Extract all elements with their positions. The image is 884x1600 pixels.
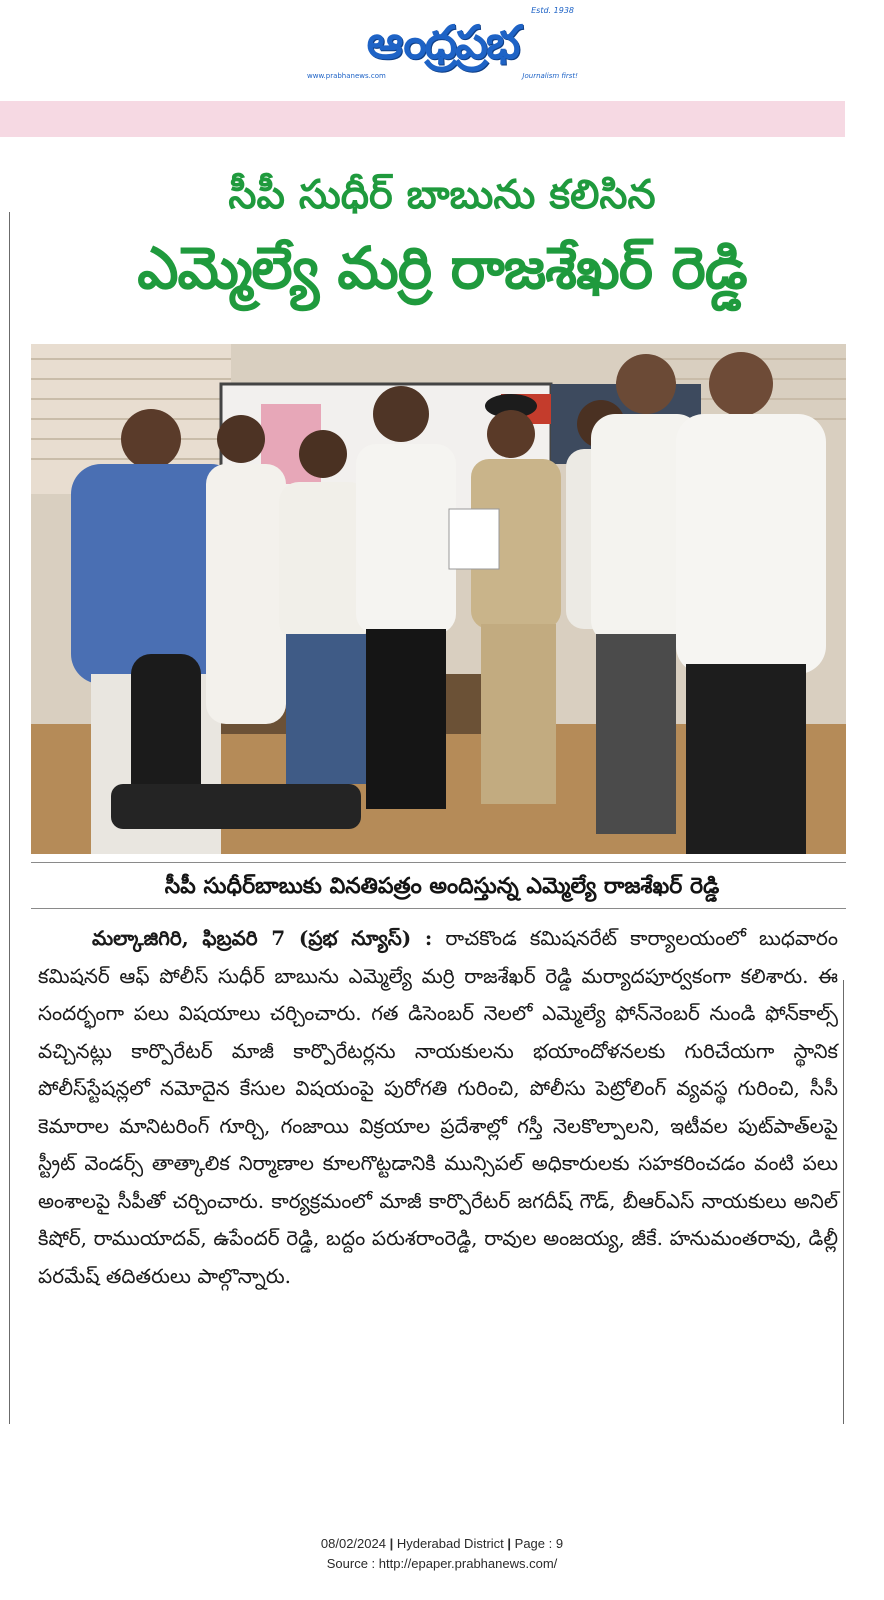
masthead bbox=[0, 0, 884, 100]
header-band bbox=[0, 101, 845, 137]
column-rule-right bbox=[843, 980, 844, 1424]
page-footer bbox=[0, 1534, 884, 1574]
footer-date: 08/02/2024 bbox=[320, 1536, 386, 1551]
caption-rule-bottom bbox=[31, 908, 846, 909]
column-rule-left bbox=[9, 212, 10, 1424]
headline-line-1: సీపీ సుధీర్ బాబును కలిసిన bbox=[228, 172, 656, 218]
newspaper-logo bbox=[305, 6, 580, 84]
caption-rule-top bbox=[31, 862, 846, 863]
logo-tagline: Journalism first! bbox=[522, 72, 578, 80]
logo-wordmark: ఆంధ్రప్రభ bbox=[366, 15, 519, 69]
footer-source: Source : http://epaper.prabhanews.com/ bbox=[326, 1556, 558, 1571]
logo-website: www.prabhanews.com bbox=[307, 72, 386, 80]
article-body bbox=[38, 920, 838, 1295]
footer-meta-line: 08/02/2024 | Hyderabad District | Page : 9 bbox=[320, 1536, 564, 1551]
photo-caption: సీపీ సుధీర్‌బాబుకు వినతిపత్రం అందిస్తున్న ఎమ్మెల్యే రాజశేఖర్ రెడ్డి bbox=[164, 874, 720, 899]
article-body-text: రాచకొండ కమిషనరేట్ కార్యాలయంలో బుధవారం కమిషనర్ ఆఫ్ పోలీస్ సుధీర్ బాబును ఎమ్మెల్యే మర్రి రాజశేఖర్ రెడ్డి మర్యాదపూర్వకంగా కలిశారు. ఈ సందర్భంగా పలు విషయాలు చర్చించారు. గత డిసెంబర్ నెలలో ఎమ్మెల్యే ఫోన్‌నెంబర్ నుండి ఫోన్‌కాల్స్ వచ్చినట్లు కార్పొరేటర్ మాజీ కార్పొరేటర్లను నాయకులను భయాందోళనలకు గురిచేయగా స్థానిక పోలీస్‌స్టేషన్లలో నమోదైన కేసుల విషయంపై పురోగతి గురించి, పోలీసు పెట్రోలింగ్ వ్యవస్థ గురించి, సీసీ కెమారాల మానిటరింగ్ గూర్చి, గంజాయి విక్రయాల ప్రదేశాల్లో గస్తీ నెలకొల్పాలని, ఇటీవల పుట్‌పాత్‌లపై స్ట్రీట్ వెండర్స్ తాత్కాలిక నిర్మాణాల కూలగొట్టడానికి మున్సిపల్ అధికారులకు సహకరించడం వంటి పలు అంశాలపై సీపీతో చర్చించారు. కార్యక్రమంలో మాజీ కార్పొరేటర్ జగదీష్ గౌడ్, బీఆర్ఎస్ నాయకులు అనిల్ కిషోర్, రాముయాదవ్, ఉపేందర్ రెడ్డి, బద్దం పరుశరాంరెడ్డి, రావుల అంజయ్య, జీకే. హనుమంతరావు, డిల్లీ పరమేష్ తదితరులు పాల్గొన్నారు. bbox=[38, 926, 838, 1288]
logo-estd: Estd. 1938 bbox=[531, 6, 574, 15]
footer-edition: Hyderabad District bbox=[396, 1536, 504, 1551]
headline-line-2: ఎమ్మెల్యే మర్రి రాజశేఖర్ రెడ్డి bbox=[137, 234, 747, 302]
footer-page: Page : 9 bbox=[514, 1536, 564, 1551]
article-dateline: మల్కాజిగిరి, ఫిబ్రవరి 7 (ప్రభ న్యూస్) : bbox=[92, 926, 433, 950]
news-photo bbox=[31, 344, 846, 854]
